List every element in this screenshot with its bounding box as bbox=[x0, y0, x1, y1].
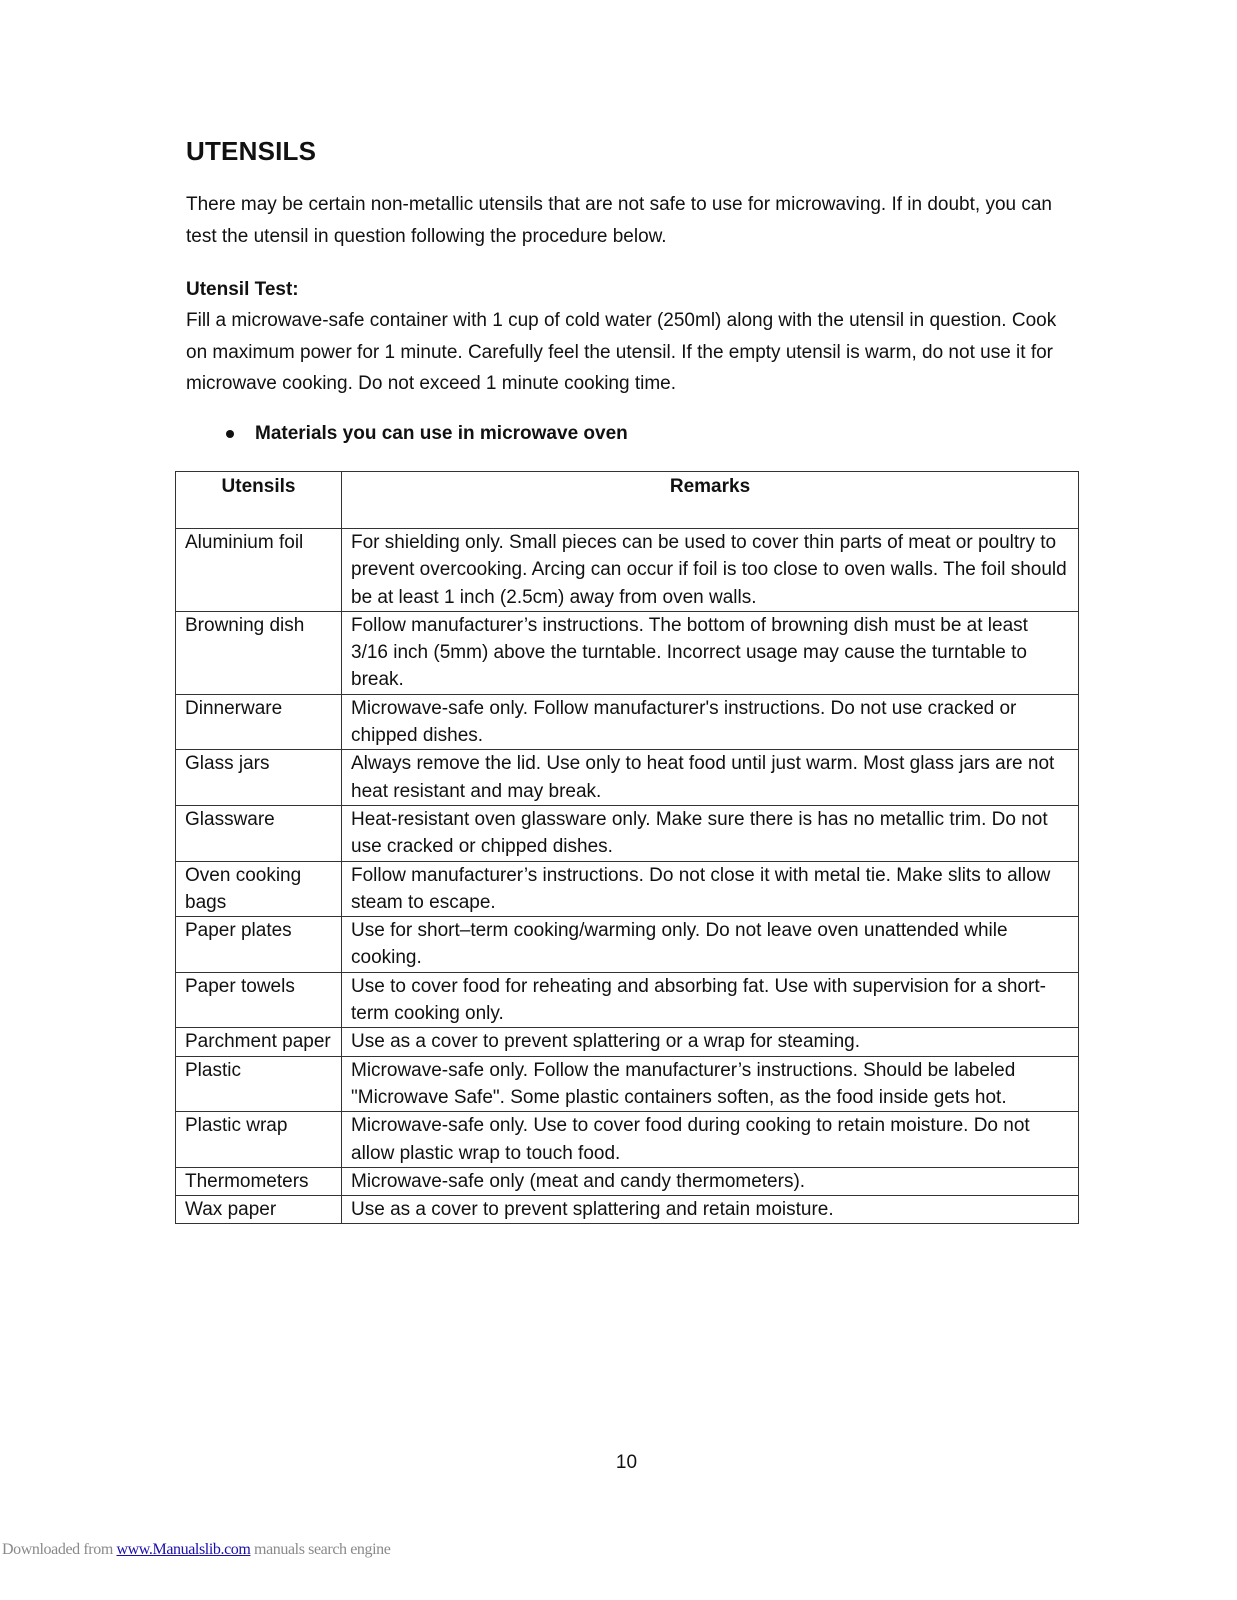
table-row bbox=[176, 1167, 1079, 1195]
remark-cell: For shielding only. Small pieces can be used to cover thin parts of meat or poultry to prevent overcooking. Arcing can occur if foil is too close to oven walls. The foil should be at least 1 inch (2.5cm) away from oven walls. bbox=[342, 529, 1079, 612]
utensil-cell: Thermometers bbox=[176, 1167, 342, 1195]
table-row bbox=[176, 1056, 1079, 1112]
utensil-cell: Paper towels bbox=[176, 972, 342, 1028]
table-row bbox=[176, 972, 1079, 1028]
page-content bbox=[186, 136, 1066, 471]
utensil-cell: Browning dish bbox=[176, 611, 342, 694]
remark-cell: Use for short–term cooking/warming only. Do not leave oven unattended while cooking. bbox=[342, 917, 1079, 973]
utensil-cell: Dinnerware bbox=[176, 694, 342, 750]
page-title: UTENSILS bbox=[186, 136, 317, 166]
utensil-cell: Parchment paper bbox=[176, 1028, 342, 1056]
header-remarks: Remarks bbox=[342, 472, 1079, 529]
utensil-cell: Oven cooking bags bbox=[176, 861, 342, 917]
table-row bbox=[176, 917, 1079, 973]
table-row bbox=[176, 529, 1079, 612]
materials-bullet-label: Materials you can use in microwave oven bbox=[255, 422, 628, 444]
footer-suffix: manuals search engine bbox=[250, 1541, 391, 1558]
table-row bbox=[176, 805, 1079, 861]
remark-cell: Use as a cover to prevent splattering and retain moisture. bbox=[342, 1196, 1079, 1224]
table-row bbox=[176, 1112, 1079, 1168]
table-row bbox=[176, 611, 1079, 694]
remark-cell: Follow manufacturer’s instructions. The bottom of browning dish must be at least 3/16 inch (5mm) above the turntable. Incorrect usage may cause the turntable to break. bbox=[342, 611, 1079, 694]
download-footer bbox=[2, 1541, 390, 1559]
materials-bullet bbox=[226, 420, 1066, 448]
table-row bbox=[176, 694, 1079, 750]
utensil-cell: Glass jars bbox=[176, 750, 342, 806]
remark-cell: Always remove the lid. Use only to heat food until just warm. Most glass jars are not heat resistant and may break. bbox=[342, 750, 1079, 806]
table-header-row bbox=[176, 472, 1079, 529]
table-row bbox=[176, 861, 1079, 917]
remark-cell: Use as a cover to prevent splattering or a wrap for steaming. bbox=[342, 1028, 1079, 1056]
utensils-table bbox=[175, 471, 1079, 1224]
remark-cell: Microwave-safe only. Use to cover food during cooking to retain moisture. Do not allow plastic wrap to touch food. bbox=[342, 1112, 1079, 1168]
utensil-cell: Paper plates bbox=[176, 917, 342, 973]
remark-cell: Follow manufacturer’s instructions. Do not close it with metal tie. Make slits to allow steam to escape. bbox=[342, 861, 1079, 917]
utensil-cell: Glassware bbox=[176, 805, 342, 861]
utensil-cell: Aluminium foil bbox=[176, 529, 342, 612]
table-row bbox=[176, 750, 1079, 806]
remark-cell: Microwave-safe only (meat and candy thermometers). bbox=[342, 1167, 1079, 1195]
remark-cell: Use to cover food for reheating and absorbing fat. Use with supervision for a short-term cooking only. bbox=[342, 972, 1079, 1028]
utensil-cell: Plastic wrap bbox=[176, 1112, 342, 1168]
utensil-cell: Wax paper bbox=[176, 1196, 342, 1224]
bullet-dot-icon bbox=[226, 430, 234, 438]
utensil-cell: Plastic bbox=[176, 1056, 342, 1112]
page-number: 10 bbox=[615, 1452, 638, 1473]
remark-cell: Heat-resistant oven glassware only. Make sure there is has no metallic trim. Do not use cracked or chipped dishes. bbox=[342, 805, 1079, 861]
utensil-test-body: Fill a microwave-safe container with 1 cup of cold water (250ml) along with the utensil in question. Cook on maximum power for 1 minute. Carefully feel the utensil. If the empty utensil is warm, do not use it for microwave cooking. Do not exceed 1 minute cooking time. bbox=[186, 310, 1057, 394]
table-row bbox=[176, 1196, 1079, 1224]
intro-paragraph: There may be certain non-metallic utensils that are not safe to use for microwaving. If in doubt, you can test the utensil in question following the procedure below. bbox=[186, 194, 1052, 247]
remark-cell: Microwave-safe only. Follow manufacturer's instructions. Do not use cracked or chipped dishes. bbox=[342, 694, 1079, 750]
utensil-test-heading: Utensil Test: bbox=[186, 279, 299, 300]
table-row bbox=[176, 1028, 1079, 1056]
remark-cell: Microwave-safe only. Follow the manufacturer’s instructions. Should be labeled "Microwave Safe". Some plastic containers soften, as the food inside gets hot. bbox=[342, 1056, 1079, 1112]
header-utensils: Utensils bbox=[176, 472, 342, 529]
footer-prefix: Downloaded from bbox=[2, 1541, 117, 1558]
manualslib-link[interactable]: www.Manualslib.com bbox=[116, 1541, 251, 1558]
